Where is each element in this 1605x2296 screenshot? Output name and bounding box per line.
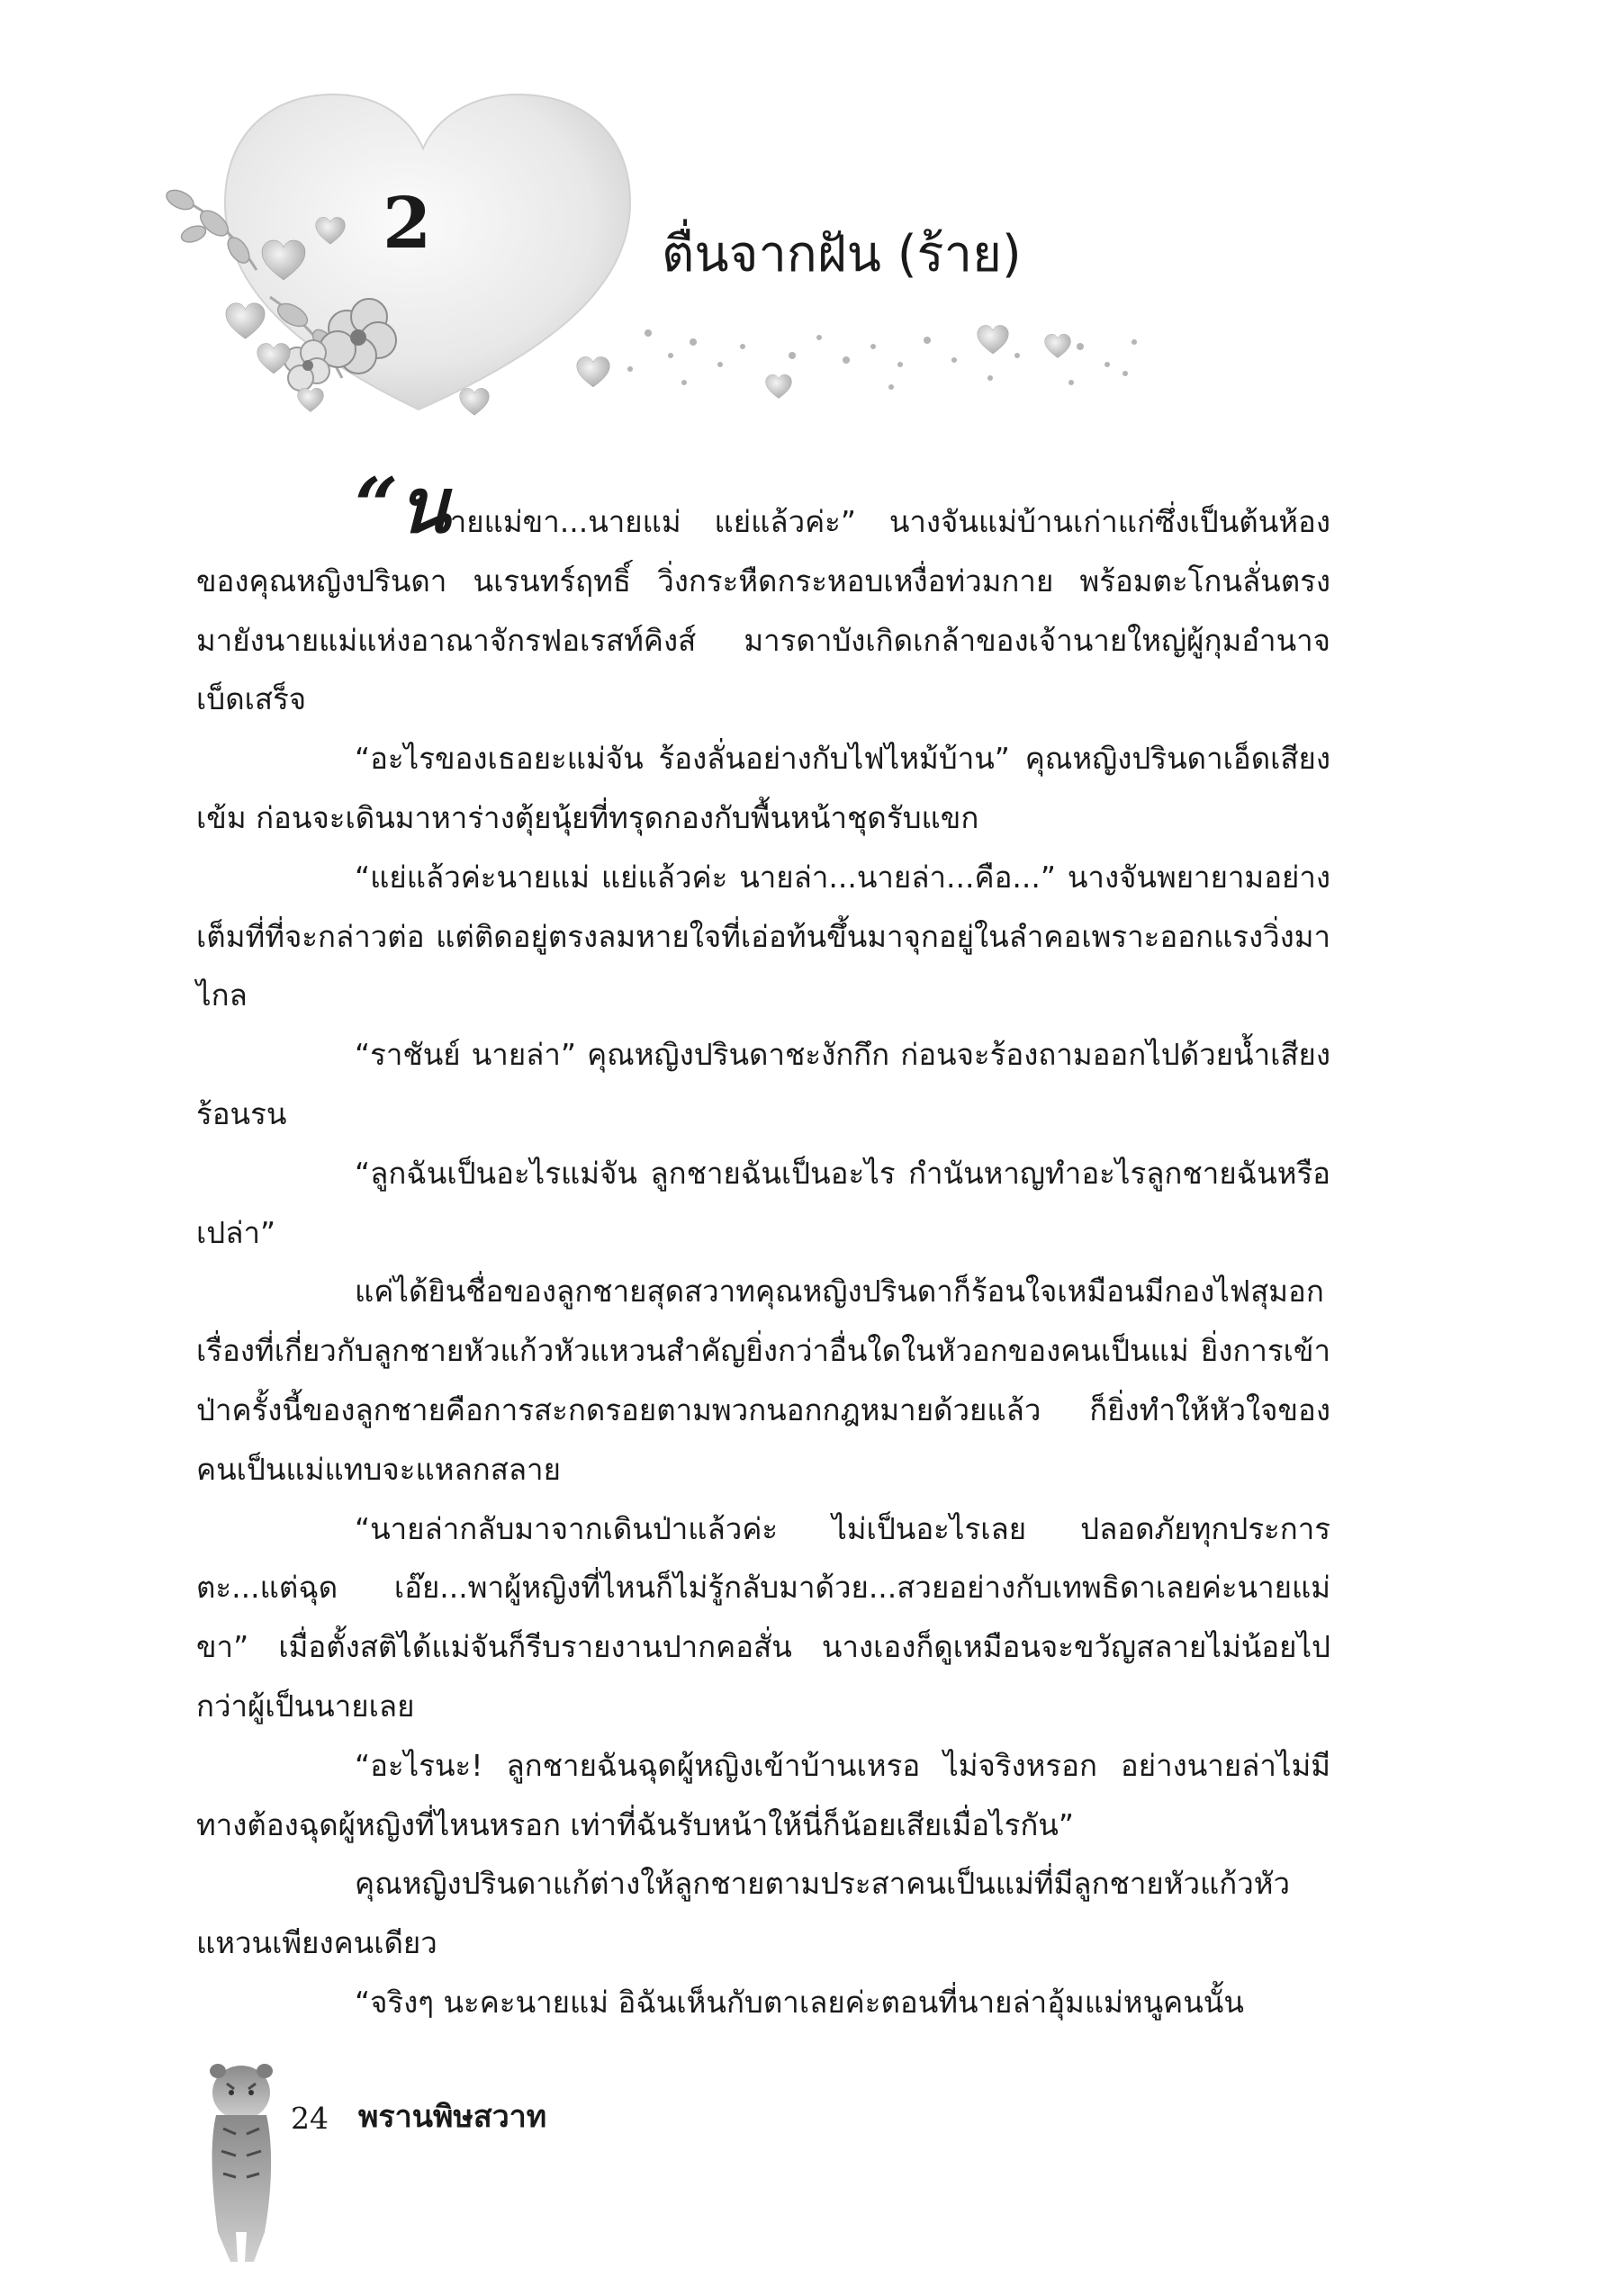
paragraph: “ลูกฉันเป็นอะไรแม่จัน ลูกชายฉันเป็นอะไร กำนันหาญทำอะไรลูกชายฉันหรือเปล่า”: [196, 1155, 1330, 1250]
chapter-body: [196, 461, 1330, 2032]
paragraph: “แย่แล้วค่ะนายแม่ แย่แล้วค่ะ นายล่า...นายล่า...คือ...” นางจันพยายามอย่างเต็มที่ที่จะกล่าวต่อ แต่ติดอยู่ตรงลมหายใจที่เอ่อท้นขึ้นมาจุกอยู่ในลำคอเพราะออกแรงวิ่งมาไกล: [196, 859, 1330, 1013]
chapter-header-decoration: [0, 0, 1605, 432]
first-paragraph-text: ายแม่ขา...นายแม่ แย่แล้วค่ะ” นางจันแม่บ้านเก่าแก่ซึ่งเป็นต้นห้องของคุณหญิงปรินดา นเรนทร์ฤทธิ์ วิ่งกระหืดกระหอบเหงื่อท่วมกาย พร้อมตะโกนลั่นตรงมายังนายแม่แห่งอาณาจักรฟอเรสท์คิงส์ มารดาบังเกิดเกล้าของเจ้านายใหญ่ผู้กุมอำนาจเบ็ดเสร็จ: [196, 504, 1330, 717]
tiger-icon: [191, 2057, 292, 2268]
paragraph: “อะไรนะ! ลูกชายฉันฉุดผู้หญิงเข้าบ้านเหรอ ไม่จริงหรอก อย่างนายล่าไม่มีทางต้องฉุดผู้หญิงที่ไหนหรอก เท่าที่ฉันรับหน้าให้นี่ก็น้อยเสียเมื่อไรกัน”: [196, 1747, 1330, 1842]
paragraph: “อะไรของเธอยะแม่จัน ร้องลั่นอย่างกับไฟไหม้บ้าน” คุณหญิงปรินดาเอ็ดเสียงเข้ม ก่อนจะเดินมาหาร่างตุ้ยนุ้ยที่ทรุดกองกับพื้นหน้าชุดรับแขก: [196, 741, 1330, 835]
paragraph: “ราชันย์ นายล่า” คุณหญิงปรินดาชะงักกึก ก่อนจะร้องถามออกไปด้วยน้ำเสียงร้อนรน: [196, 1037, 1330, 1131]
chapter-number: 2: [383, 183, 432, 265]
paragraph: “นายล่ากลับมาจากเดินป่าแล้วค่ะ ไม่เป็นอะไรเลย ปลอดภัยทุกประการตะ...แต่ฉุด เอ๊ย...พาผู้หญิงที่ไหนก็ไม่รู้กลับมาด้วย...สวยอย่างกับเทพธิดาเลยค่ะนายแม่ขา” เมื่อตั้งสติได้แม่จันก็รีบรายงานปากคอสั่น นางเองก็ดูเหมือนจะขวัญสลายไม่น้อยไปกว่าผู้เป็นนายเลย: [196, 1510, 1330, 1724]
page-number: 24: [291, 2101, 329, 2136]
paragraph: [196, 461, 1330, 729]
paragraph: คุณหญิงปรินดาแก้ต่างให้ลูกชายตามประสาคนเป็นแม่ที่มีลูกชายหัวแก้วหัวแหวนเพียงคนเดียว: [196, 1866, 1291, 1961]
paragraph: แค่ได้ยินชื่อของลูกชายสุดสวาทคุณหญิงปรินดาก็ร้อนใจเหมือนมีกองไฟสุมอก เรื่องที่เกี่ยวกับลูกชายหัวแก้วหัวแหวนสำคัญยิ่งกว่าอื่นใดในหัวอกของคนเป็นแม่ ยิ่งการเข้าป่าครั้งนี้ของลูกชายคือการสะกดรอยตามพวกนอกกฎหมายด้วยแล้ว ก็ยิ่งทำให้หัวใจของคนเป็นแม่แทบจะแหลกสลาย: [196, 1274, 1330, 1487]
chapter-title: ตื่นจากฝัน (ร้าย): [662, 225, 1022, 284]
book-title: พรานพิษสวาท: [358, 2099, 547, 2135]
paragraph: “จริงๆ นะคะนายแม่ อิฉันเห็นกับตาเลยค่ะตอนที่นายล่าอุ้มแม่หนูคนนั้น: [355, 1984, 1244, 2020]
drop-cap: “น: [355, 461, 450, 550]
